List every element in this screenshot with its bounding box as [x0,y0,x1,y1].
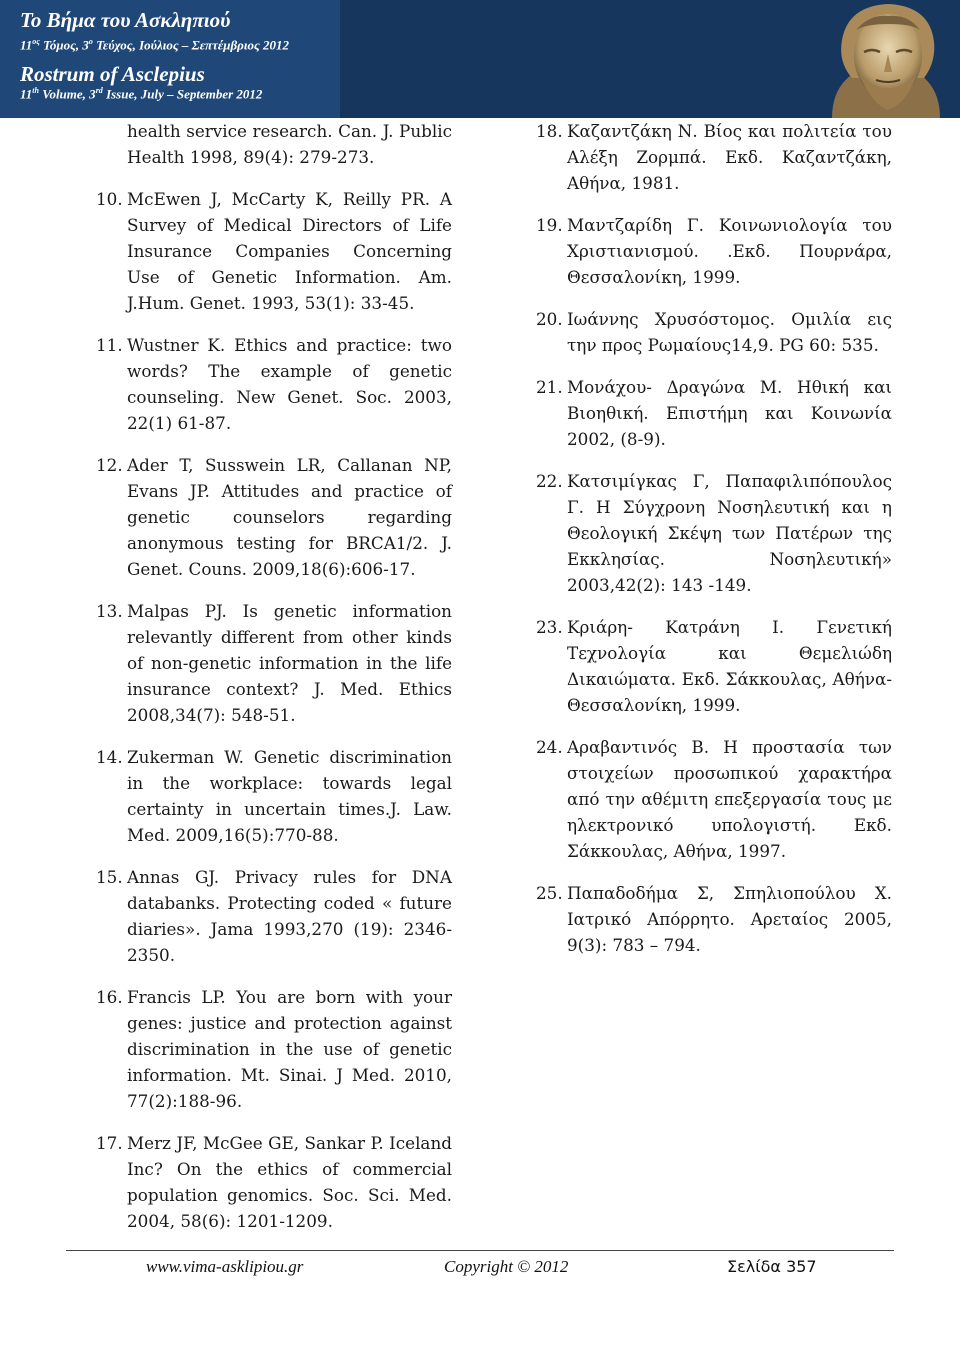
greek-journal-title: Το Βήμα του Ασκληπιού [20,8,231,32]
journal-header [0,0,960,118]
reference-item-10: 10. McEwen J, McCarty K, Reilly PR. A Survey of Medical Directors of Life Insurance Companies Concerning Use of Genetic Information. Am. J.Hum. Genet. 1993, 53(1): 33-45. [96,189,452,313]
header-title-block [0,0,340,118]
reference-item-24: 24. Αραβαντινός Β. Η προστασία των στοιχείων προσωπικού χαρακτήρα από την αθέμιτη επεξεργασία τους με ηλεκτρονικό υπολογιστή. Εκδ. Σάκκουλας, Αθήνα, 1997. [536,737,892,861]
reference-item-14: 14. Zukerman W. Genetic discrimination in the workplace: towards legal certainty in uncertain times.J. Law. Med. 2009,16(5):770-88. [96,747,452,845]
footer-copyright: Copyright © 2012 [444,1257,569,1276]
reference-item-15: 15. Annas GJ. Privacy rules for DNA databanks. Protecting coded « future diaries». Jama 1993,270 (19): 2346-2350. [96,867,452,965]
reference-item-23: 23. Κριάρη- Κατράνη Ι. Γενετική Τεχνολογία και Θεμελιώδη Δικαιώματα. Εκδ. Σάκκουλας, Αθήνα-Θεσσαλονίκη, 1999. [536,617,892,715]
english-journal-title: Rostrum of Asclepius [20,62,205,86]
right-reference-column [536,118,892,974]
reference-item-12: 12. Ader T, Susswein LR, Callanan NP, Evans JP. Attitudes and practice of genetic counselors regarding anonymous testing for BRCA1/2. J. Genet. Couns. 2009,18(6):606-17. [96,455,452,579]
left-reference-column [96,118,452,1250]
reference-item-13: 13. Malpas PJ. Is genetic information relevantly different from other kinds of non-genetic information in the life insurance context? J. Med. Ethics 2008,34(7): 548-51. [96,601,452,725]
reference-item-16: 16. Francis LP. You are born with your genes: justice and protection against discrimination in the use of genetic information. Mt. Sinai. J Med. 2010, 77(2):188-96. [96,987,452,1111]
greek-issue-line: $11^{o\varsigma}$ Τόμος, $3^o$ Τεύχος, Ιούλιος – Σεπτέμβριος 2012 [20,37,289,53]
reference-item-25: 25. Παπαδοδήμα Σ, Σπηλιοπούλου Χ. Ιατρικό Απόρρητο. Αρεταίος 2005, 9(3): 783 – 794. [536,883,892,955]
asclepius-bust-image [812,0,960,118]
footer-website-link[interactable]: www.vima-asklipiou.gr [146,1257,304,1276]
reference-item-19: 19. Μαντζαρίδη Γ. Κοινωνιολογία του Χριστιανισμού. .Εκδ. Πουρνάρα, Θεσσαλονίκη, 1999. [536,215,892,287]
footer-page-number: Σελίδα 357 [727,1257,817,1276]
footer-divider [66,1250,894,1251]
reference-item-17: 17. Merz JF, McGee GE, Sankar P. Iceland Inc? On the ethics of commercial population genomics. Soc. Sci. Med. 2004, 58(6): 1201-1209. [96,1133,452,1231]
english-issue-line: 11th Volume, 3rd Issue, July – September 2012 [20,86,263,102]
reference-item-21: 21. Μονάχου- Δραγώνα Μ. Ηθική και Βιοηθική. Επιστήμη και Κοινωνία 2002, (8-9). [536,377,892,449]
reference-item-20: 20. Ιωάννης Χρυσόστομος. Ομιλία εις την προς Ρωμαίους14,9. PG 60: 535. [536,309,892,355]
reference-item-18: 18. Καζαντζάκη Ν. Βίος και πολιτεία του Αλέξη Ζορμπά. Εκδ. Καζαντζάκη, Αθήνα, 1981. [536,121,892,193]
reference-continuation: health service research. Can. J. Public Health 1998, 89(4): 279-273. [127,121,452,167]
reference-item-22: 22. Κατσιμίγκας Γ, Παπαφιλιπόπουλος Γ. Η Σύγχρονη Νοσηλευτική και η Θεολογική Σκέψη των Πατέρων της Εκκλησίας. Νοσηλευτική» 2003,42(2): 143 -149. [536,471,892,595]
reference-item-11: 11. Wustner K. Ethics and practice: two words? The example of genetic counseling. New Genet. Soc. 2003, 22(1) 61-87. [96,335,452,433]
